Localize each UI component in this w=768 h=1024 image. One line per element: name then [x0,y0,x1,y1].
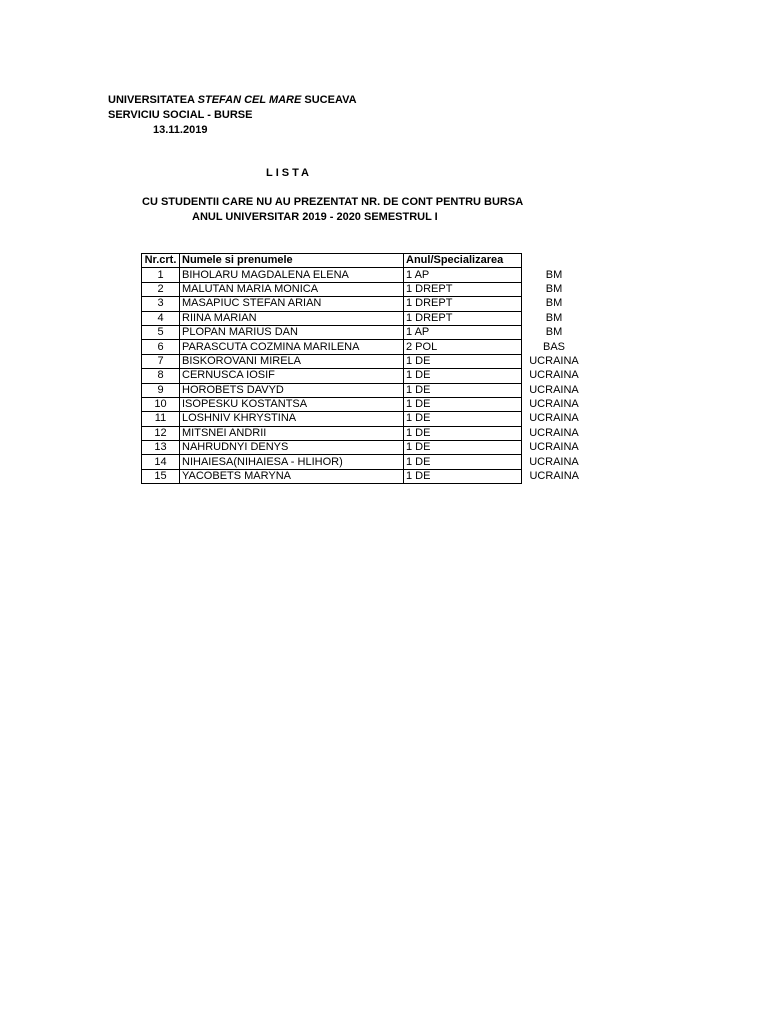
list-subtitle-line2: ANUL UNIVERSITAR 2019 - 2020 SEMESTRUL I [192,211,438,223]
row-number: 14 [142,455,180,469]
year-specialization: 1 DE [404,397,522,411]
program-code: UCRAINA [529,412,579,425]
table-body [142,268,587,484]
program-code: UCRAINA [529,398,579,411]
row-number: 2 [142,282,180,296]
list-subtitle-line1: CU STUDENTII CARE NU AU PREZENTAT NR. DE CONT PENTRU BURSA [142,196,524,208]
table-row [142,397,587,411]
table-row [142,469,587,483]
program-code: BM [545,311,563,324]
program-code: UCRAINA [529,369,579,382]
table-row [142,297,587,311]
student-name: NAHRUDNYI DENYS [180,441,404,455]
table-row [142,325,587,339]
program-code: BM [545,268,563,281]
year-specialization: 1 DE [404,426,522,440]
year-specialization: 1 DE [404,354,522,368]
year-specialization: 1 DREPT [404,297,522,311]
table-row [142,426,587,440]
column-header-name: Numele si prenumele [180,254,404,268]
row-number: 12 [142,426,180,440]
table-row [142,354,587,368]
table-header-row [142,254,587,268]
year-specialization: 1 DE [404,412,522,426]
row-number: 15 [142,469,180,483]
list-title: LISTA [266,167,312,179]
year-specialization: 1 DE [404,441,522,455]
row-number: 13 [142,441,180,455]
student-name: PARASCUTA COZMINA MARILENA [180,340,404,354]
document-date: 13.11.2019 [153,124,208,136]
table-row [142,268,587,282]
student-name: LOSHNIV KHRYSTINA [180,412,404,426]
student-name: BIHOLARU MAGDALENA ELENA [180,268,404,282]
row-number: 8 [142,369,180,383]
student-name: YACOBETS MARYNA [180,469,404,483]
program-code: UCRAINA [529,441,579,454]
row-number: 10 [142,397,180,411]
year-specialization: 1 DE [404,369,522,383]
student-name: MASAPIUC STEFAN ARIAN [180,297,404,311]
column-header-nr: Nr.crt. [142,254,180,268]
program-code: BM [545,326,563,339]
program-code: UCRAINA [529,455,579,468]
university-city: SUCEAVA [304,94,357,106]
column-header-program [522,254,587,268]
student-name: HOROBETS DAVYD [180,383,404,397]
table-row [142,441,587,455]
column-header-spec: Anul/Specializarea [404,254,522,268]
student-name: MALUTAN MARIA MONICA [180,282,404,296]
year-specialization: 1 DREPT [404,282,522,296]
program-code: UCRAINA [529,383,579,396]
students-table [141,253,587,484]
university-prefix: UNIVERSITATEA [108,94,195,106]
service-name: SERVICIU SOCIAL - BURSE [108,109,253,121]
table-row [142,369,587,383]
program-code: UCRAINA [529,470,579,483]
program-code: UCRAINA [529,354,579,367]
year-specialization: 1 DE [404,469,522,483]
year-specialization: 1 DE [404,383,522,397]
student-name: BISKOROVANI MIRELA [180,354,404,368]
table-row [142,383,587,397]
table-row [142,282,587,296]
student-name: PLOPAN MARIUS DAN [180,325,404,339]
row-number: 5 [142,325,180,339]
year-specialization: 1 AP [404,325,522,339]
student-name: CERNUSCA IOSIF [180,369,404,383]
student-name: MITSNEI ANDRII [180,426,404,440]
row-number: 4 [142,311,180,325]
row-number: 1 [142,268,180,282]
row-number: 9 [142,383,180,397]
year-specialization: 1 DE [404,455,522,469]
year-specialization: 2 POL [404,340,522,354]
student-name: RIINA MARIAN [180,311,404,325]
student-name: ISOPESKU KOSTANTSA [180,397,404,411]
row-number: 11 [142,412,180,426]
year-specialization: 1 AP [404,268,522,282]
table-row [142,340,587,354]
year-specialization: 1 DREPT [404,311,522,325]
university-name: STEFAN CEL MARE [197,94,302,106]
program-code: BM [545,297,563,310]
row-number: 6 [142,340,180,354]
program-code: BM [545,282,563,295]
table-row [142,311,587,325]
row-number: 3 [142,297,180,311]
program-code: BAS [542,340,565,353]
table-row [142,455,587,469]
university-line [108,93,357,108]
row-number: 7 [142,354,180,368]
program-code: UCRAINA [529,426,579,439]
table-row [142,412,587,426]
student-name: NIHAIESA(NIHAIESA - HLIHOR) [180,455,404,469]
